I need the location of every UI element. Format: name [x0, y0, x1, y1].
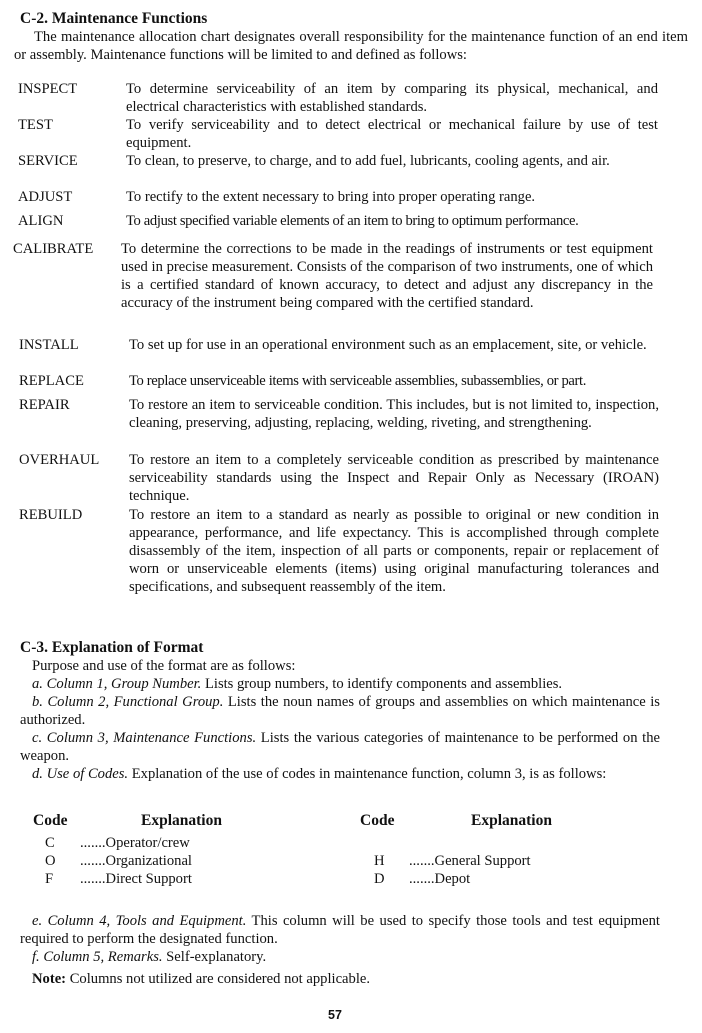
code-explanation: .......General Support — [409, 853, 531, 869]
paragraph-e — [20, 912, 660, 948]
term-repair — [19, 396, 659, 432]
term-definition: To restore an item to serviceable condition. This includes, but is not limited to, inspection, cleaning, preserving, adjusting, replacing, welding, riveting, and strengthening. — [129, 397, 659, 431]
term-label: REPLACE — [19, 373, 84, 389]
section-c2 — [14, 9, 688, 64]
term-label: SERVICE — [18, 153, 78, 169]
section-c3 — [20, 638, 660, 657]
paragraph-d-label: d. Use of Codes. — [32, 766, 129, 782]
term-definition: To determine serviceability of an item by comparing its physical, mechanical, and electrical characteristics with established standards. — [126, 81, 658, 115]
section-heading-c3: C-3. Explanation of Format — [20, 639, 204, 656]
code-value: C — [45, 835, 55, 851]
term-label: TEST — [18, 117, 53, 133]
code-value: H — [374, 853, 385, 869]
term-install — [19, 336, 659, 354]
term-replace — [19, 372, 659, 390]
section-heading-c2: C-2. Maintenance Functions — [20, 10, 208, 27]
term-align — [18, 212, 658, 230]
term-label: INSTALL — [19, 337, 79, 353]
term-overhaul — [19, 451, 659, 505]
paragraph-a-label: a. Column 1, Group Number. — [32, 676, 202, 692]
codes-table — [0, 812, 690, 892]
paragraph-a — [20, 675, 660, 693]
term-definition: To verify serviceability and to detect electrical or mechanical failure by use of test equipment. — [126, 117, 658, 151]
paragraph-d-text: Explanation of the use of codes in maintenance function, column 3, is as follows: — [128, 766, 607, 782]
code-column-header: Code — [33, 812, 68, 829]
code-column-header: Code — [360, 812, 395, 829]
term-definition: To restore an item to a completely serviceable condition as prescribed by maintenance serviceability standards using the Inspect and Repair Only as Necessary (IROAN) technique. — [129, 452, 659, 504]
explanation-column-header: Explanation — [141, 812, 222, 829]
note-label: Note: — [32, 971, 67, 987]
term-rebuild — [19, 506, 659, 596]
paragraph-f — [20, 948, 660, 966]
term-adjust — [18, 188, 658, 206]
note-text: Columns not utilized are considered not applicable. — [66, 971, 371, 987]
section-c3-tail — [20, 912, 660, 988]
paragraph-a-text: Lists group numbers, to identify components and assemblies. — [201, 676, 563, 692]
section-intro-c2: The maintenance allocation chart designates overall responsibility for the maintenance function of an end item or assembly. Maintenance functions will be limited to and defined as follows: — [14, 29, 688, 63]
paragraph-d — [20, 765, 660, 783]
term-definition: To clean, to preserve, to charge, and to add fuel, lubricants, cooling agents, and air. — [126, 153, 610, 169]
code-value: F — [45, 871, 54, 887]
section-intro-c3: Purpose and use of the format are as follows: — [32, 658, 296, 674]
term-label: ADJUST — [18, 189, 73, 205]
term-definition: To replace unserviceable items with serviceable assemblies, subassemblies, or part. — [129, 373, 587, 389]
term-inspect — [18, 80, 658, 116]
paragraph-b-label: b. Column 2, Functional Group. — [32, 694, 224, 710]
term-label: CALIBRATE — [13, 241, 94, 257]
code-explanation: .......Depot — [409, 871, 471, 887]
section-c3-body — [20, 657, 660, 783]
term-test — [18, 116, 658, 152]
code-explanation: .......Direct Support — [80, 871, 192, 887]
term-definition: To determine the corrections to be made in the readings of instruments or test equipment used in precise measurement. Consists of the comparison of two instruments, one of which is a certified standard of known accuracy, to detect and adjust any discrepancy in the accuracy of the instrument being compared with the certified standard. — [121, 241, 653, 311]
paragraph-f-text: Self-explanatory. — [162, 949, 267, 965]
paragraph-c-label: c. Column 3, Maintenance Functions. — [32, 730, 257, 746]
paragraph-b — [20, 693, 660, 729]
term-definition: To set up for use in an operational environment such as an emplacement, site, or vehicle. — [129, 337, 647, 353]
code-value: O — [45, 853, 56, 869]
paragraph-e-label: e. Column 4, Tools and Equipment. — [32, 913, 247, 929]
explanation-column-header: Explanation — [471, 812, 552, 829]
code-explanation: .......Organizational — [80, 853, 192, 869]
paragraph-b-text: Lists the noun names of groups and assemblies on which maintenance is authorized. — [20, 694, 660, 728]
term-definition: To adjust specified variable elements of an item to bring to optimum performance. — [126, 213, 579, 229]
term-label: OVERHAUL — [19, 452, 100, 468]
term-label: ALIGN — [18, 213, 64, 229]
term-service — [18, 152, 658, 170]
code-value: D — [374, 871, 385, 887]
paragraph-f-label: f. Column 5, Remarks. — [32, 949, 163, 965]
note — [20, 970, 660, 988]
term-label: REPAIR — [19, 397, 70, 413]
page-number: 57 — [328, 1008, 342, 1022]
paragraph-c — [20, 729, 660, 765]
term-label: INSPECT — [18, 81, 78, 97]
term-definition: To rectify to the extent necessary to bring into proper operating range. — [126, 189, 536, 205]
term-calibrate — [13, 240, 653, 312]
code-explanation: .......Operator/crew — [80, 835, 190, 851]
paragraph-e-text: This column will be used to specify those tools and test equipment required to perform the designated function. — [20, 913, 660, 947]
term-label: REBUILD — [19, 507, 83, 523]
term-definition: To restore an item to a standard as nearly as possible to original or new condition in appearance, performance, and life expectancy. This is accomplished through complete disassembly of the item, inspection of all parts or components, repair or replacement of worn or unserviceable elements (items) using original manufacturing tolerances and specifications, and subsequent reassembly of the item. — [129, 507, 659, 595]
paragraph-c-text: Lists the various categories of maintenance to be performed on the weapon. — [20, 730, 660, 764]
